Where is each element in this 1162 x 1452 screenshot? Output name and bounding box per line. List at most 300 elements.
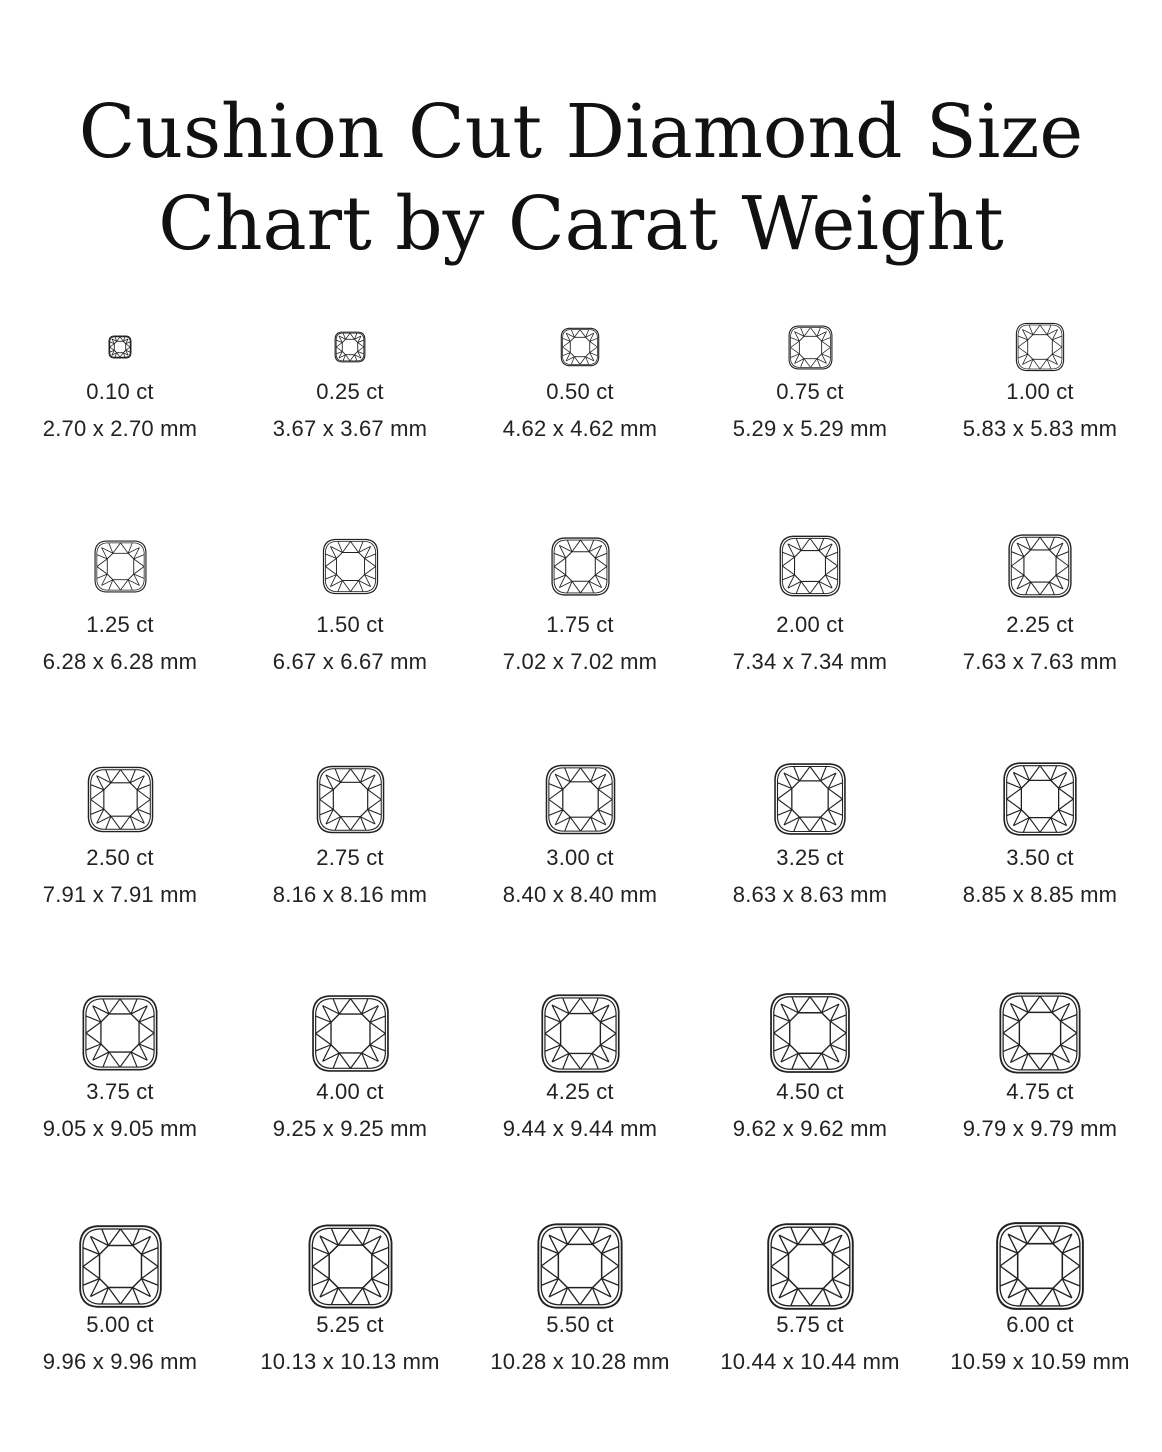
gem-facet [832,1253,849,1266]
carat-label: 3.50 ct [1006,845,1074,870]
gem-facet [342,541,350,552]
gem-facet [1011,566,1024,575]
dimension-label: 9.62 x 9.62 mm [732,1116,888,1141]
gem-facet [319,799,333,809]
gem-facet [1040,359,1047,369]
gem-facet [325,558,336,566]
gem-facet [1011,557,1024,566]
gem-facet [96,566,106,574]
gem-facet [90,789,103,799]
gem-facet [570,817,580,831]
carat-label: 1.75 ct [546,612,614,637]
gem-facet [120,579,128,589]
cushion-diamond-icon [534,1220,626,1312]
carat-label: 3.00 ct [546,845,614,870]
carat-label: 2.25 ct [1006,612,1074,637]
gem-girdle [336,333,364,361]
gem-outline [1009,535,1071,597]
gem-facet [548,799,562,809]
gem-girdle [315,998,385,1068]
gem-facet [571,540,580,552]
gem-facet [810,766,820,780]
gem-facet [346,333,350,339]
gem-facet [568,1288,580,1305]
gem-girdle [554,540,607,593]
gem-facet [801,538,810,550]
gem-facet [96,558,106,566]
cushion-diamond-icon [309,992,392,1075]
gem-girdle [319,768,380,829]
gem-facet [821,347,830,353]
dimension-label: 10.44 x 10.44 mm [720,1349,900,1374]
gem-facet [86,1033,101,1044]
gem-facet [1000,1266,1018,1279]
gem-facet [110,769,120,782]
gem-facet [120,999,131,1014]
cushion-diamond-icon [785,322,836,373]
gem-facet [110,347,114,350]
gem-facet [339,1052,350,1067]
gem-table [1028,335,1053,360]
gem-facet [810,817,820,831]
gem-facet [139,1033,154,1044]
dimension-label: 7.02 x 7.02 mm [502,649,658,674]
gem-facet [82,1254,99,1266]
carat-label: 6.00 ct [1006,1312,1074,1337]
gem-facet [1061,1021,1077,1033]
carat-label: 5.75 ct [776,1312,844,1337]
gem-facet [1040,766,1051,781]
cushion-diamond-icon [776,532,844,600]
gem-facet [117,353,120,357]
gem-facet [109,1052,120,1067]
gem-facet [1031,582,1040,595]
carat-label: 1.00 ct [1006,379,1074,404]
cushion-diamond-icon [764,1220,857,1313]
gem-facet [1000,1253,1018,1266]
gem-facet [110,344,114,347]
dimension-label: 9.44 x 9.44 mm [502,1116,658,1141]
gem-outline [789,326,832,369]
gem-table [558,1244,601,1287]
gem-facet [120,1287,132,1304]
gem-facet [1029,818,1040,833]
gem-facet [810,358,816,367]
gem-facet [120,769,130,782]
gem-girdle [86,999,154,1067]
gem-outline [771,994,849,1072]
gem-outline [95,541,146,592]
gem-facet [602,1266,619,1278]
dimension-label: 8.40 x 8.40 mm [502,882,658,907]
cushion-diamond-icon [771,760,849,838]
gem-girdle [782,538,837,593]
cushion-diamond-icon [1000,759,1080,839]
dimension-label: 6.28 x 6.28 mm [42,649,198,674]
carat-label: 0.25 ct [316,379,384,404]
gem-table [107,553,133,579]
gem-outline [552,538,609,595]
gem-facet [350,1228,362,1245]
gem-outline [780,536,839,595]
gem-facet [325,566,336,574]
gem-table [565,551,595,581]
gem-facet [810,1053,822,1069]
gem-table [336,552,364,580]
carat-label: 3.25 ct [776,845,844,870]
gem-facet [790,341,799,347]
gem-facet [1052,340,1062,347]
gem-facet [580,817,590,831]
gem-facet [797,1227,810,1244]
gem-facet [774,1033,790,1045]
gem-facet [369,1022,384,1033]
gem-facet [569,1053,580,1069]
gem-outline [546,765,614,833]
gem-facet [339,998,350,1013]
gem-facet [336,347,342,351]
gem-facet [133,566,143,574]
gem-facet [797,1288,810,1305]
gem-facet [350,1287,362,1304]
cushion-diamond-icon [1012,319,1068,375]
gem-facet [358,343,364,347]
carat-label: 4.00 ct [316,1079,384,1104]
dimension-label: 8.63 x 8.63 mm [732,882,888,907]
gem-facet [590,347,598,353]
gem-facet [804,327,810,336]
gem-girdle [1018,325,1062,369]
gem-facet [544,1022,560,1033]
gem-facet [141,1266,158,1278]
gem-facet [830,1033,846,1045]
gem-facet [777,799,791,809]
gem-facet [801,581,810,593]
gem-outline [775,764,845,834]
gem-facet [771,1266,788,1279]
gem-girdle [325,541,375,591]
gem-facet [338,1287,350,1304]
gem-facet [1040,818,1051,833]
gem-facet [554,566,566,575]
gem-facet [1028,996,1040,1012]
gem-facet [1018,347,1028,354]
gem-outline [768,1224,853,1309]
gem-facet [771,1253,788,1266]
gem-girdle [771,1227,850,1306]
gem-girdle [777,766,842,831]
gem-facet [580,330,586,338]
gem-facet [574,357,580,365]
gem-facet [371,1254,388,1266]
gem-facet [350,541,358,552]
gem-table [792,781,828,817]
gem-girdle [1007,766,1074,833]
dimension-label: 4.62 x 4.62 mm [502,416,658,441]
gem-facet [350,998,361,1013]
gem-facet [580,767,590,781]
gem-facet [350,768,360,782]
dimension-label: 7.91 x 7.91 mm [42,882,198,907]
gem-facet [798,997,810,1013]
gem-facet [137,789,150,799]
gem-facet [139,1022,154,1033]
gem-facet [120,337,123,341]
gem-facet [312,1254,329,1266]
gem-girdle [544,997,615,1068]
gem-table [329,1245,372,1288]
gem-facet [800,817,810,831]
carat-label: 2.75 ct [316,845,384,870]
carat-label: 1.50 ct [316,612,384,637]
cushion-diamond-icon [313,762,388,837]
gem-facet [120,1052,131,1067]
gem-outline [1000,993,1079,1072]
carat-label: 0.10 ct [86,379,154,404]
gem-facet [541,1266,558,1278]
gem-facet [602,1254,619,1266]
dimension-label: 2.70 x 2.70 mm [42,416,198,441]
cushion-diamond-icon [993,1219,1087,1313]
gem-outline [80,1226,161,1307]
gem-table [788,1244,832,1288]
gem-girdle [774,997,846,1069]
gem-facet [1027,1226,1040,1244]
gem-facet [828,789,842,799]
gem-facet [1003,1021,1019,1033]
gem-facet [574,330,580,338]
dimension-label: 8.16 x 8.16 mm [272,882,428,907]
gem-table [560,1013,600,1053]
gem-facet [569,997,580,1013]
gem-table [342,339,357,354]
gem-facet [364,566,375,574]
gem-outline [317,766,383,832]
gem-facet [568,1227,580,1244]
title-line-1: Cushion Cut Diamond Size [78,88,1084,175]
gem-facet [1033,325,1040,335]
cushion-diamond-icon [84,763,157,836]
gem-facet [598,789,612,799]
gem-facet [804,358,810,367]
cushion-diamond-icon [76,1222,165,1311]
gem-girdle [90,769,150,829]
cushion-diamond-icon [91,537,150,596]
gem-outline [538,1224,621,1307]
carat-label: 5.00 ct [86,1312,154,1337]
dimension-label: 10.28 x 10.28 mm [490,1349,670,1374]
carat-label: 0.50 ct [546,379,614,404]
cushion-diamond-icon [105,332,135,362]
dimension-label: 5.29 x 5.29 mm [732,416,888,441]
gem-table [799,336,821,358]
gem-facet [1031,537,1040,550]
gem-facet [112,542,120,552]
dimension-label: 9.79 x 9.79 mm [962,1116,1118,1141]
gem-facet [563,341,571,347]
gem-facet [109,999,120,1014]
gem-facet [774,1021,790,1033]
gem-table [99,1245,141,1287]
gem-facet [364,558,375,566]
gem-facet [590,341,598,347]
gem-outline [309,1225,391,1307]
dimension-label: 10.59 x 10.59 mm [950,1349,1130,1374]
gem-girdle [1003,996,1077,1070]
gem-facet [1027,1288,1040,1306]
gem-girdle [82,1228,157,1303]
cushion-diamond-icon [538,991,623,1076]
gem-facet [571,581,580,593]
gem-table [333,782,367,816]
gem-facet [580,540,589,552]
dimension-label: 8.85 x 8.85 mm [962,882,1118,907]
gem-girdle [548,767,611,830]
dimension-label: 5.83 x 5.83 mm [962,416,1118,441]
gem-facet [350,580,358,591]
gem-facet [340,768,350,782]
gem-facet [828,799,842,809]
dimension-label: 9.05 x 9.05 mm [42,1116,198,1141]
gem-facet [777,789,791,799]
dimension-label: 10.13 x 10.13 mm [260,1349,440,1374]
gem-facet [810,538,819,550]
gem-facet [580,581,589,593]
gem-facet [133,558,143,566]
dimension-label: 9.96 x 9.96 mm [42,1349,198,1374]
gem-facet [810,1288,823,1305]
gem-facet [117,337,120,341]
gem-facet [312,1266,329,1278]
carat-label: 1.25 ct [86,612,154,637]
gem-table [1024,550,1056,582]
gem-facet [141,1254,158,1266]
gem-facet [1040,1054,1052,1070]
gem-table [1018,1244,1063,1289]
gem-facet [367,799,381,809]
dimension-label: 9.25 x 9.25 mm [272,1116,428,1141]
gem-facet [120,816,130,829]
dimension-label: 6.67 x 6.67 mm [272,649,428,674]
gem-outline [997,1223,1083,1309]
gem-facet [90,799,103,809]
gem-facet [1059,788,1074,799]
cushion-diamond-icon [542,761,619,838]
gem-facet [112,579,120,589]
carat-label: 2.50 ct [86,845,154,870]
cushion-diamond-icon [305,1221,396,1312]
gem-facet [350,1052,361,1067]
gem-facet [1062,1266,1080,1279]
gem-facet [1007,788,1022,799]
gem-facet [350,333,354,339]
gem-girdle [790,327,830,367]
gem-facet [800,766,810,780]
gem-facet [810,997,822,1013]
gem-facet [563,347,571,353]
gem-facet [369,1033,384,1044]
gem-facet [126,344,130,347]
gem-facet [319,789,333,799]
gem-facet [832,1266,849,1279]
gem-facet [580,1288,592,1305]
gem-facet [350,355,354,361]
carat-label: 3.75 ct [86,1079,154,1104]
gem-facet [1007,799,1022,810]
gem-outline [83,996,156,1069]
gem-outline [1004,763,1076,835]
gem-facet [595,557,607,566]
gem-facet [120,1228,132,1245]
gem-facet [544,1033,560,1044]
gem-facet [580,357,586,365]
gem-facet [1062,1253,1080,1266]
cushion-diamond-icon [548,534,613,599]
carat-label: 2.00 ct [776,612,844,637]
carat-label: 5.25 ct [316,1312,384,1337]
gem-facet [1052,347,1062,354]
gem-facet [825,557,837,566]
gem-facet [1059,799,1074,810]
gem-facet [595,566,607,575]
gem-facet [86,1022,101,1033]
gem-facet [1029,766,1040,781]
gem-table [101,1014,139,1052]
gem-outline [323,539,377,593]
gem-facet [798,1053,810,1069]
gem-outline [313,996,388,1071]
gem-facet [342,580,350,591]
gem-facet [340,816,350,830]
gem-girdle [1011,537,1068,594]
gem-girdle [1000,1226,1080,1306]
gem-facet [120,542,128,552]
gem-facet [1040,582,1049,595]
gem-facet [137,799,150,809]
gem-facet [108,1228,120,1245]
cushion-diamond-icon [319,535,382,598]
gem-facet [782,566,794,575]
gem-table [103,782,136,815]
cushion-diamond-icon [331,328,369,366]
gem-facet [580,997,591,1013]
gem-table [570,337,589,356]
gem-table [331,1014,370,1053]
gem-facet [1061,1033,1077,1045]
gem-facet [1003,1033,1019,1045]
gem-girdle [312,1228,388,1304]
gem-facet [830,1021,846,1033]
dimension-label: 3.67 x 3.67 mm [272,416,428,441]
dimension-label: 7.63 x 7.63 mm [962,649,1118,674]
gem-facet [1028,1054,1040,1070]
carat-label: 4.50 ct [776,1079,844,1104]
gem-facet [367,789,381,799]
gem-facet [1040,325,1047,335]
gem-facet [541,1254,558,1266]
dimension-label: 7.34 x 7.34 mm [732,649,888,674]
gem-facet [1033,359,1040,369]
gem-facet [580,1053,591,1069]
gem-outline [88,767,152,831]
gem-outline [1016,323,1063,370]
gem-facet [570,767,580,781]
gem-facet [1040,1226,1053,1244]
gem-facet [126,347,130,350]
gem-table [1019,1012,1060,1053]
gem-facet [315,1033,330,1044]
gem-table [795,551,826,582]
